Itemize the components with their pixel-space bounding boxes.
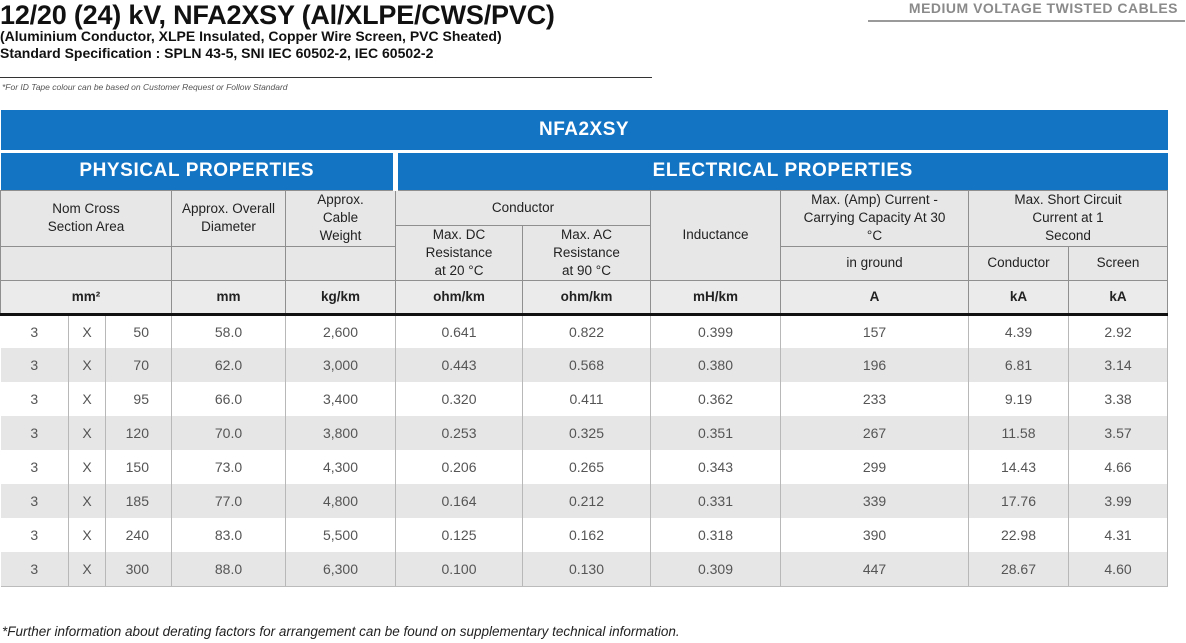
- cell-size: 70: [106, 348, 172, 382]
- unit-ac-resistance: ohm/km: [523, 280, 651, 314]
- page-subtitle: (Aluminium Conductor, XLPE Insulated, Copper Wire Screen, PVC Sheated): [0, 28, 502, 44]
- cell-weight: 4,300: [286, 450, 396, 484]
- cell-cores: 3: [1, 484, 69, 518]
- cell-ac-resistance: 0.325: [523, 416, 651, 450]
- table-row: [1, 552, 1168, 586]
- header-current-capacity: Max. (Amp) Current - Carrying Capacity At 30 °C: [781, 190, 969, 246]
- table-body: [1, 314, 1168, 586]
- cell-diameter: 58.0: [172, 314, 286, 348]
- physical-properties-band: PHYSICAL PROPERTIES: [1, 151, 396, 190]
- cell-size: 50: [106, 314, 172, 348]
- electrical-properties-band: ELECTRICAL PROPERTIES: [396, 151, 1168, 190]
- cell-current: 299: [781, 450, 969, 484]
- cell-weight: 3,400: [286, 382, 396, 416]
- cell-sc-conductor: 17.76: [969, 484, 1069, 518]
- cell-sc-screen: 3.57: [1069, 416, 1168, 450]
- cell-ac-resistance: 0.822: [523, 314, 651, 348]
- cell-weight: 3,000: [286, 348, 396, 382]
- header-cross-section-spacer: [1, 246, 172, 280]
- cell-sc-conductor: 14.43: [969, 450, 1069, 484]
- standard-specification: Standard Specification : SPLN 43-5, SNI IEC 60502-2, IEC 60502-2: [0, 45, 434, 61]
- cell-weight: 3,800: [286, 416, 396, 450]
- cell-weight: 4,800: [286, 484, 396, 518]
- cell-ac-resistance: 0.568: [523, 348, 651, 382]
- cell-times: X: [69, 314, 106, 348]
- title-divider: [0, 77, 652, 78]
- cell-times: X: [69, 450, 106, 484]
- cell-size: 95: [106, 382, 172, 416]
- header-diameter: Approx. Overall Diameter: [172, 190, 286, 246]
- cell-sc-screen: 3.14: [1069, 348, 1168, 382]
- cell-cores: 3: [1, 552, 69, 586]
- unit-inductance: mH/km: [651, 280, 781, 314]
- id-tape-note: *For ID Tape colour can be based on Customer Request or Follow Standard: [2, 82, 288, 92]
- cell-size: 240: [106, 518, 172, 552]
- cell-weight: 5,500: [286, 518, 396, 552]
- product-band: NFA2XSY: [1, 110, 1168, 151]
- category-label: MEDIUM VOLTAGE TWISTED CABLES: [908, 0, 1178, 16]
- table-row: [1, 518, 1168, 552]
- header-short-circuit: Max. Short Circuit Current at 1 Second: [969, 190, 1168, 246]
- cell-sc-screen: 3.38: [1069, 382, 1168, 416]
- cell-dc-resistance: 0.125: [396, 518, 523, 552]
- header-ac-resistance: Max. AC Resistance at 90 °C: [523, 225, 651, 280]
- cell-sc-conductor: 28.67: [969, 552, 1069, 586]
- header-diameter-spacer: [172, 246, 286, 280]
- cell-cores: 3: [1, 348, 69, 382]
- category-divider: [868, 20, 1185, 22]
- cell-cores: 3: [1, 416, 69, 450]
- cell-diameter: 77.0: [172, 484, 286, 518]
- cell-inductance: 0.362: [651, 382, 781, 416]
- unit-weight: kg/km: [286, 280, 396, 314]
- cell-inductance: 0.399: [651, 314, 781, 348]
- cell-dc-resistance: 0.443: [396, 348, 523, 382]
- cell-size: 185: [106, 484, 172, 518]
- page-title: 12/20 (24) kV, NFA2XSY (Al/XLPE/CWS/PVC): [0, 0, 555, 30]
- cell-sc-screen: 4.60: [1069, 552, 1168, 586]
- cell-current: 447: [781, 552, 969, 586]
- cell-dc-resistance: 0.206: [396, 450, 523, 484]
- cell-inductance: 0.380: [651, 348, 781, 382]
- cell-times: X: [69, 484, 106, 518]
- cell-weight: 6,300: [286, 552, 396, 586]
- header-sc-conductor: Conductor: [969, 246, 1069, 280]
- cell-diameter: 73.0: [172, 450, 286, 484]
- header-weight: Approx. Cable Weight: [286, 190, 396, 246]
- table-row: [1, 416, 1168, 450]
- cell-diameter: 70.0: [172, 416, 286, 450]
- unit-diameter: mm: [172, 280, 286, 314]
- header-conductor-group: Conductor: [396, 190, 651, 225]
- cell-ac-resistance: 0.265: [523, 450, 651, 484]
- cell-current: 390: [781, 518, 969, 552]
- unit-dc-resistance: ohm/km: [396, 280, 523, 314]
- cell-current: 267: [781, 416, 969, 450]
- cell-diameter: 62.0: [172, 348, 286, 382]
- cell-ac-resistance: 0.130: [523, 552, 651, 586]
- specification-table: [0, 110, 1168, 587]
- unit-cross-section: mm²: [1, 280, 172, 314]
- cell-times: X: [69, 552, 106, 586]
- cell-inductance: 0.309: [651, 552, 781, 586]
- cell-weight: 2,600: [286, 314, 396, 348]
- cell-inductance: 0.351: [651, 416, 781, 450]
- cell-ac-resistance: 0.411: [523, 382, 651, 416]
- header-dc-resistance: Max. DC Resistance at 20 °C: [396, 225, 523, 280]
- table-row: [1, 382, 1168, 416]
- cell-cores: 3: [1, 450, 69, 484]
- cell-ac-resistance: 0.212: [523, 484, 651, 518]
- cell-ac-resistance: 0.162: [523, 518, 651, 552]
- cell-cores: 3: [1, 382, 69, 416]
- cell-dc-resistance: 0.320: [396, 382, 523, 416]
- cell-sc-conductor: 4.39: [969, 314, 1069, 348]
- header-in-ground: in ground: [781, 246, 969, 280]
- header-weight-spacer: [286, 246, 396, 280]
- cell-sc-conductor: 6.81: [969, 348, 1069, 382]
- cell-times: X: [69, 518, 106, 552]
- unit-sc-conductor: kA: [969, 280, 1069, 314]
- table-row: [1, 314, 1168, 348]
- table-row: [1, 484, 1168, 518]
- cell-inductance: 0.318: [651, 518, 781, 552]
- cell-sc-screen: 4.31: [1069, 518, 1168, 552]
- unit-sc-screen: kA: [1069, 280, 1168, 314]
- cell-size: 300: [106, 552, 172, 586]
- cell-current: 339: [781, 484, 969, 518]
- cell-cores: 3: [1, 518, 69, 552]
- cell-current: 233: [781, 382, 969, 416]
- cell-sc-conductor: 22.98: [969, 518, 1069, 552]
- cell-dc-resistance: 0.253: [396, 416, 523, 450]
- derating-footnote: *Further information about derating factors for arrangement can be found on supplementary technical information.: [2, 624, 680, 639]
- cell-diameter: 88.0: [172, 552, 286, 586]
- cell-dc-resistance: 0.100: [396, 552, 523, 586]
- cell-times: X: [69, 382, 106, 416]
- table-row: [1, 348, 1168, 382]
- header-cross-section: Nom Cross Section Area: [1, 190, 172, 246]
- cell-sc-conductor: 9.19: [969, 382, 1069, 416]
- header-sc-screen: Screen: [1069, 246, 1168, 280]
- table-row: [1, 450, 1168, 484]
- cell-diameter: 83.0: [172, 518, 286, 552]
- cell-times: X: [69, 416, 106, 450]
- header-inductance: Inductance: [651, 190, 781, 280]
- cell-sc-screen: 3.99: [1069, 484, 1168, 518]
- cell-dc-resistance: 0.164: [396, 484, 523, 518]
- cell-sc-screen: 4.66: [1069, 450, 1168, 484]
- cell-inductance: 0.331: [651, 484, 781, 518]
- cell-cores: 3: [1, 314, 69, 348]
- cell-times: X: [69, 348, 106, 382]
- unit-current: A: [781, 280, 969, 314]
- cell-inductance: 0.343: [651, 450, 781, 484]
- cell-size: 150: [106, 450, 172, 484]
- cell-diameter: 66.0: [172, 382, 286, 416]
- cell-dc-resistance: 0.641: [396, 314, 523, 348]
- cell-current: 196: [781, 348, 969, 382]
- cell-current: 157: [781, 314, 969, 348]
- cell-sc-conductor: 11.58: [969, 416, 1069, 450]
- cell-sc-screen: 2.92: [1069, 314, 1168, 348]
- cell-size: 120: [106, 416, 172, 450]
